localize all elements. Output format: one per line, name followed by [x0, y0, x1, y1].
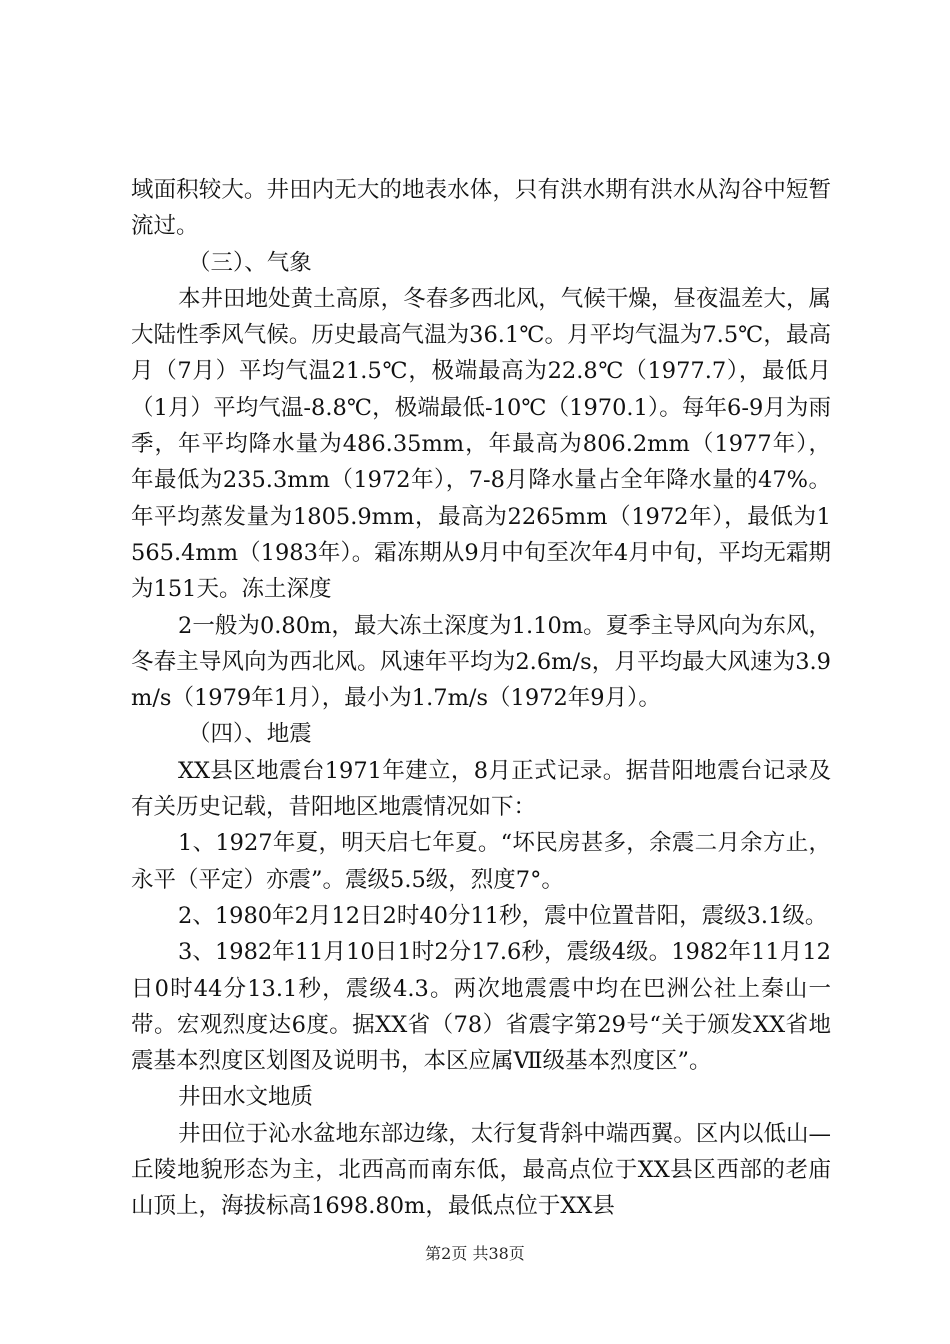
paragraph-climate: 本井田地处黄土高原，冬春多西北风，气候干燥，昼夜温差大，属大陆性季风气候。历史最高气温为36.1℃。月平均气温为7.5℃，最高月（7月）平均气温21.5℃，极端最高为22.8℃（1977.7），最低月（1月）平均气温-8.8℃，极端最低-10℃（1970.1）。每年6-9月为雨季，年平均降水量为486.35mm，年最高为806.2mm（1977年），年最低为235.3mm（1972年），7-8月降水量占全年降水量的47%。年平均蒸发量为1805.9mm，最高为2265mm（1972年），最低为1565.4mm（1983年）。霜冻期从9月中旬至次年4月中旬，平均无霜期为151天。冻土深度 [131, 285, 831, 603]
section-heading-earthquake: （四）、地震 [188, 721, 312, 748]
section-heading-hydrogeology: 井田水文地质 [178, 1084, 314, 1111]
page-number-footer: 第2页 共38页 [425, 1244, 525, 1263]
list-item-earthquake-1: 1、1927年夏，明天启七年夏。“坏民房甚多，余震二月余方止，永平（平定）亦震”。震级5.5级，烈度7°。 [131, 830, 831, 893]
paragraph-seismic-station: XX县区地震台1971年建立，8月正式记录。据昔阳地震台记录及有关历史记载，昔阳地区地震情况如下： [131, 757, 831, 821]
paragraph-hydrogeology: 井田位于沁水盆地东部边缘，太行复背斜中端西翼。区内以低山—丘陵地貌形态为主，北西高而南东低，最高点位于XX县区西部的老庙山顶上，海拔标高1698.80m，最低点位于XX县 [131, 1120, 831, 1220]
paragraph-frost-wind: 2一般为0.80m，最大冻土深度为1.10m。夏季主导风向为东风，冬春主导风向为西北风。风速年平均为2.6m/s，月平均最大风速为3.9m/s（1979年1月），最小为1.7m/s（1972年9月）。 [131, 612, 831, 712]
paragraph-water-continuation: 域面积较大。井田内无大的地表水体，只有洪水期有洪水从沟谷中短暂流过。 [131, 177, 831, 240]
list-item-earthquake-2: 2、1980年2月12日2时40分11秒，震中位置昔阳，震级3.1级。 [178, 902, 828, 929]
section-heading-climate: （三）、气象 [188, 249, 312, 276]
list-item-earthquake-3: 3、1982年11月10日1时2分17.6秒，震级4级。1982年11月12日0时44分13.1秒，震级4.3。两次地震震中均在巴洲公社上秦山一带。宏观烈度达6度。据XX省（78）省震字第29号“关于颁发XX省地震基本烈度区划图及说明书，本区应属Ⅶ级基本烈度区”。 [131, 939, 831, 1075]
document-body [131, 172, 831, 1225]
